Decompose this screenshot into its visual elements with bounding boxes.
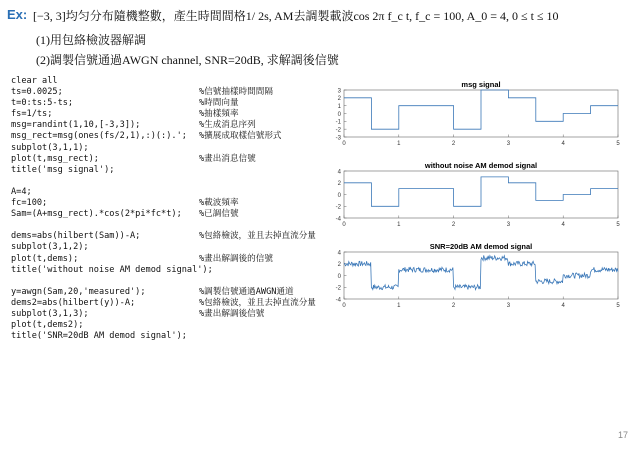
code-statement: subplot(3,1,1); [11, 142, 89, 153]
y-tick-label: -4 [335, 297, 341, 304]
code-statement: plot(t,dems2); [11, 320, 84, 331]
example-label: Ex: [7, 7, 28, 22]
y-tick-label: 4 [337, 250, 341, 257]
x-tick-label: 2 [451, 222, 456, 228]
y-tick-label: 3 [337, 88, 341, 95]
code-comment: %畫出解調後信號 [199, 308, 265, 319]
code-statement: ts=0.0025; [11, 87, 63, 98]
code-line [11, 297, 316, 309]
code-statement: y=awgn(Sam,20,'measured'); [11, 286, 146, 297]
code-statement: msg_rect=msg(ones(fs/2,1),:)(:).'; [11, 131, 187, 142]
subplot-1 [336, 80, 621, 147]
x-tick-label: 5 [616, 141, 620, 147]
code-comment: %擴展成取樣信號形式 [199, 131, 282, 142]
x-tick-label: 4 [561, 303, 565, 308]
x-tick-label: 4 [561, 222, 565, 228]
x-tick-label: 2 [451, 303, 456, 308]
plot-title: SNR=20dB AM demod signal [429, 242, 533, 251]
y-tick-label: 2 [337, 181, 341, 188]
x-tick-label: 5 [616, 222, 620, 228]
code-statement: fs=1/ts; [11, 109, 53, 120]
code-statement: title('SNR=20dB AM demod signal'); [11, 331, 187, 342]
task-item-2: (2)調製信號通過AWGN channel, SNR=20dB, 求解調後信號 [36, 53, 339, 67]
y-tick-label: -3 [335, 135, 341, 142]
code-line [11, 308, 265, 320]
x-tick-label: 0 [342, 303, 346, 308]
y-tick-label: -2 [335, 127, 341, 134]
code-comment: %畫出解調後的信號 [199, 253, 273, 264]
x-tick-label: 2 [451, 141, 456, 147]
code-line [11, 120, 256, 131]
code-line [11, 87, 273, 98]
x-tick-label: 0 [342, 141, 346, 147]
subplot-figure [322, 78, 622, 308]
code-line [11, 265, 213, 276]
code-line [11, 220, 213, 231]
code-statement: dems=abs(hilbert(Sam))-A; [11, 231, 141, 242]
code-comment: %畫出消息信號 [199, 153, 256, 164]
code-statement: plot(t,dems); [11, 253, 79, 264]
x-tick-label: 1 [397, 141, 401, 147]
task-item-1: (1)用包絡檢波器解調 [36, 33, 146, 47]
code-statement: dems2=abs(hilbert(y))-A; [11, 297, 136, 308]
code-statement: t=0:ts:5-ts; [11, 98, 74, 109]
code-statement: title('msg signal'); [11, 164, 115, 175]
x-tick-label: 4 [561, 141, 565, 147]
problem-statement: [−3, 3]均匀分布隨機整數，產生時間間格1/ 2s, AM去調製載波cos 2π f_c t, f_c = 100, A_0 = 4, 0 ≤ t ≤ 10 [33, 9, 559, 23]
code-comment: %信號抽樣時間間隔 [199, 87, 273, 98]
code-statement: A=4; [11, 186, 32, 197]
code-statement: subplot(3,1,2); [11, 242, 89, 253]
y-tick-label: -2 [335, 285, 341, 292]
code-line [11, 209, 239, 220]
code-line [11, 109, 239, 120]
code-line [11, 276, 213, 287]
code-line [11, 143, 213, 154]
code-statement: subplot(3,1,3); [11, 308, 89, 319]
code-comment: %生成消息序列 [199, 120, 256, 131]
code-comment: %包絡檢波，並且去掉直流分量 [199, 231, 316, 242]
y-tick-label: -2 [335, 204, 341, 211]
y-tick-label: 1 [337, 103, 341, 110]
code-statement: fc=100; [11, 198, 48, 209]
code-line [11, 198, 239, 209]
code-line [11, 187, 213, 198]
code-line [11, 131, 282, 142]
y-tick-label: 0 [337, 192, 341, 199]
matlab-code-block [11, 76, 316, 342]
code-comment: %載波頻率 [199, 198, 239, 209]
code-line [11, 176, 213, 187]
code-line [11, 98, 239, 109]
plot-title: without noise AM demod signal [424, 161, 538, 170]
plot-title: msg signal [461, 80, 501, 89]
x-tick-label: 1 [397, 222, 401, 228]
code-statement: Sam=(A+msg_rect).*cos(2*pi*fc*t); [11, 209, 182, 220]
y-tick-label: 4 [337, 169, 341, 176]
y-tick-label: 0 [337, 273, 341, 280]
x-tick-label: 1 [397, 303, 401, 308]
y-tick-label: -4 [335, 216, 341, 223]
subplot-3 [336, 242, 621, 308]
code-line [11, 286, 294, 298]
code-line [11, 320, 213, 331]
page-number: 17 [617, 430, 628, 440]
code-statement: msg=randint(1,10,[-3,3]); [11, 120, 141, 131]
x-tick-label: 3 [506, 141, 511, 147]
code-comment: %包絡檢波，並且去掉直流分量 [199, 297, 316, 308]
code-line [11, 242, 213, 253]
y-tick-label: 2 [337, 262, 341, 269]
code-statement: clear all [11, 76, 58, 86]
code-statement: plot(t,msg_rect); [11, 153, 99, 164]
code-comment: %時間向量 [199, 98, 239, 109]
x-tick-label: 0 [342, 222, 346, 228]
x-tick-label: 5 [616, 303, 620, 308]
code-line [11, 253, 273, 265]
code-comment: %已調信號 [199, 209, 239, 220]
code-line [11, 231, 316, 242]
code-statement: title('without noise AM demod signal'); [11, 264, 213, 275]
subplot-2 [336, 161, 621, 228]
code-line [11, 76, 213, 87]
code-line [11, 165, 213, 176]
y-tick-label: 0 [337, 111, 341, 118]
x-tick-label: 3 [506, 222, 511, 228]
code-comment: %調製信號通過AWGN通道 [199, 286, 294, 297]
y-tick-label: 2 [337, 96, 341, 103]
x-tick-label: 3 [506, 303, 511, 308]
code-line [11, 153, 256, 165]
code-comment: %抽樣頻率 [199, 109, 239, 120]
y-tick-label: -1 [335, 119, 341, 126]
code-line [11, 331, 213, 342]
